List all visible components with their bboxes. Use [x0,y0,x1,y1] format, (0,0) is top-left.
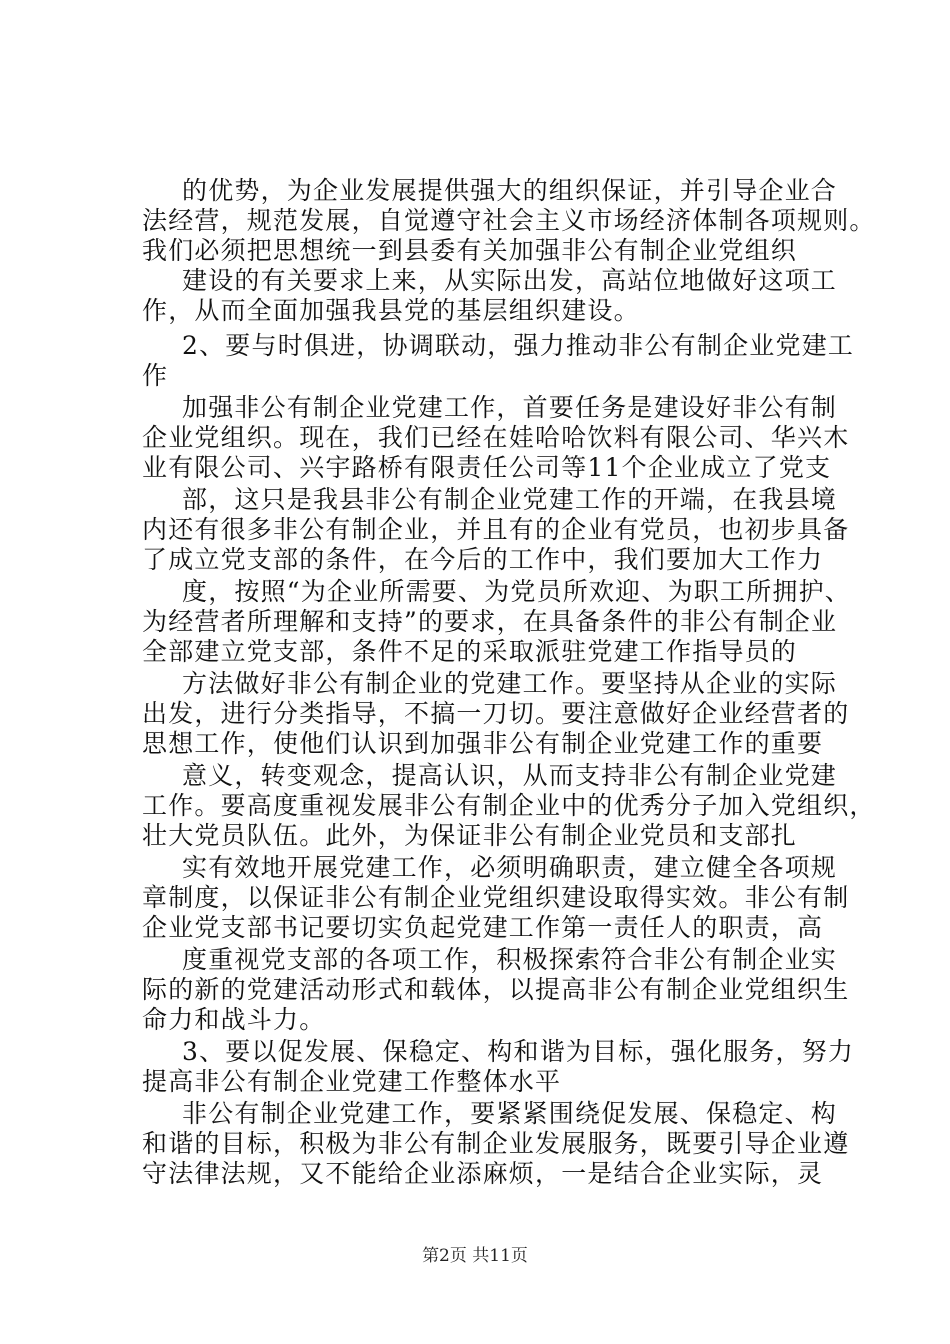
text-line: 章制度，以保证非公有制企业党组织建设取得实效。非公有制 [142,883,850,912]
text-line: 出发，进行分类指导，不搞一刀切。要注意做好企业经营者的 [142,699,850,728]
text-line: 命力和战斗力。 [142,1005,326,1034]
text-line: 度，按照“为企业所需要、为党员所欢迎、为职工所拥护、 [182,577,851,606]
text-line: 非公有制企业党建工作，要紧紧围绕促发展、保稳定、构 [182,1099,838,1128]
text-line: 意义，转变观念，提高认识，从而支持非公有制企业党建 [182,761,838,790]
text-line: 企业党支部书记要切实负起党建工作第一责任人的职责，高 [142,913,824,942]
text-line: 业有限公司、兴宇路桥有限责任公司等11个企业成立了党支 [142,453,832,482]
text-line: 和谐的目标，积极为非公有制企业发展服务，既要引导企业遵 [142,1129,850,1158]
section-heading-continued: 作 [142,361,169,390]
text-line: 方法做好非公有制企业的党建工作。要坚持从企业的实际 [182,669,838,698]
text-line: 了成立党支部的条件，在今后的工作中，我们要加大工作力 [142,545,824,574]
text-line: 全部建立党支部，条件不足的采取派驻党建工作指导员的 [142,637,798,666]
text-line: 法经营，规范发展，自觉遵守社会主义市场经济体制各项规则。 [142,206,876,235]
page-footer: 第2页 共11页 [422,1246,528,1266]
text-line: 的优势，为企业发展提供强大的组织保证，并引导企业合 [182,176,838,205]
section-heading: 2、要与时俱进，协调联动，强力推动非公有制企业党建工 [182,331,855,360]
text-line: 为经营者所理解和支持”的要求，在具备条件的非公有制企业 [142,607,838,636]
text-line: 思想工作，使他们认识到加强非公有制企业党建工作的重要 [142,729,824,758]
text-line: 我们必须把思想统一到县委有关加强非公有制企业党组织 [142,236,798,265]
text-line: 建设的有关要求上来，从实际出发，高站位地做好这项工 [182,266,838,295]
text-line: 部，这只是我县非公有制企业党建工作的开端，在我县境 [182,485,838,514]
text-line: 加强非公有制企业党建工作，首要任务是建设好非公有制 [182,393,838,422]
text-line: 内还有很多非公有制企业，并且有的企业有党员，也初步具备 [142,515,850,544]
text-line: 壮大党员队伍。此外，为保证非公有制企业党员和支部扎 [142,821,798,850]
section-heading-continued: 提高非公有制企业党建工作整体水平 [142,1067,562,1096]
text-line: 际的新的党建活动形式和载体，以提高非公有制企业党组织生 [142,975,850,1004]
text-line: 企业党组织。现在，我们已经在娃哈哈饮料有限公司、华兴木 [142,423,850,452]
text-line: 实有效地开展党建工作，必须明确职责，建立健全各项规 [182,853,838,882]
text-line: 度重视党支部的各项工作，积极探索符合非公有制企业实 [182,945,838,974]
text-line: 守法律法规，又不能给企业添麻烦，一是结合企业实际，灵 [142,1159,824,1188]
text-line: 工作。要高度重视发展非公有制企业中的优秀分子加入党组织， [142,791,876,820]
section-heading: 3、要以促发展、保稳定、构和谐为目标，强化服务，努力 [182,1037,855,1066]
text-line: 作，从而全面加强我县党的基层组织建设。 [142,296,640,325]
